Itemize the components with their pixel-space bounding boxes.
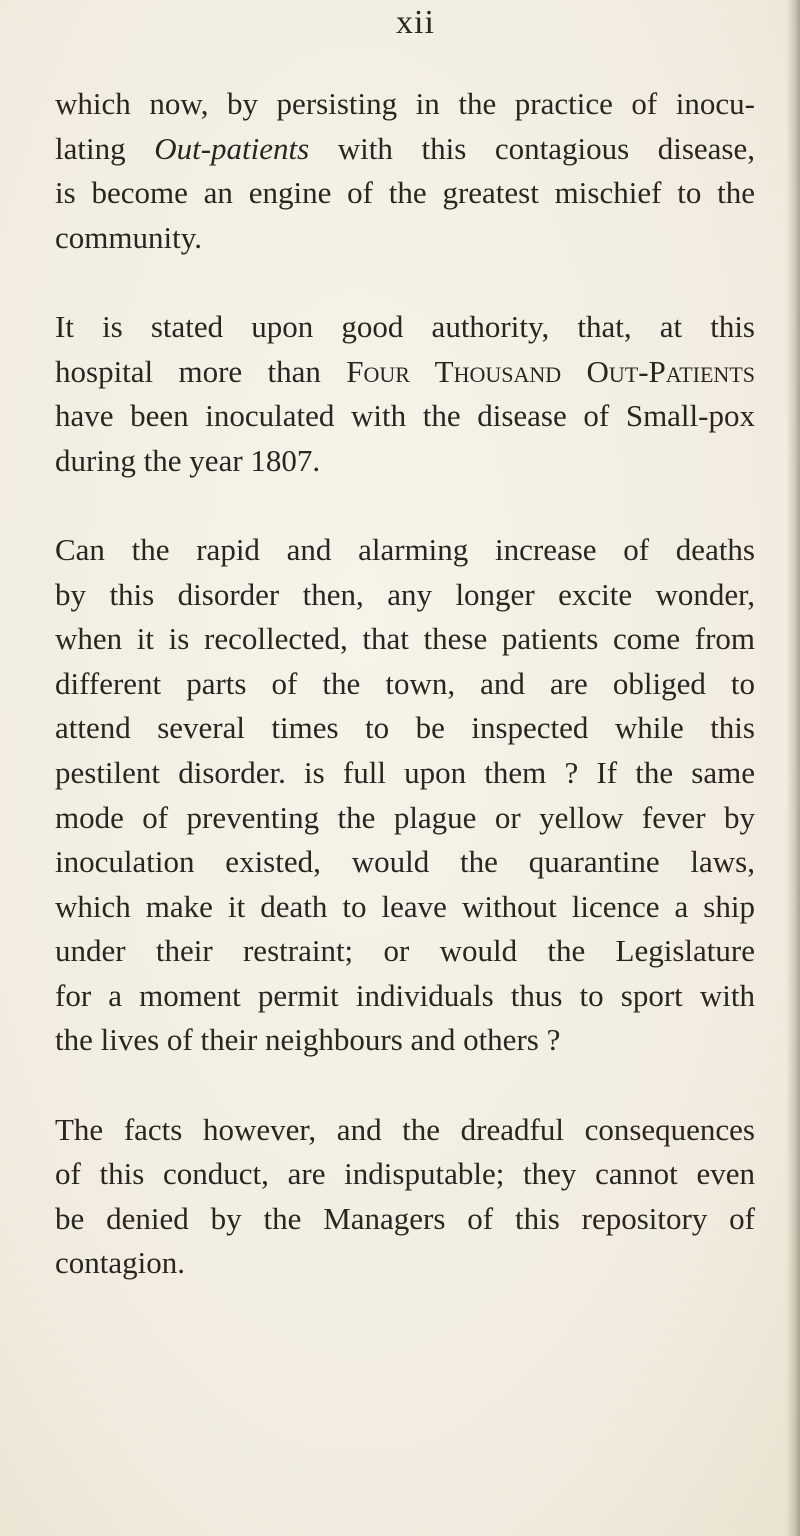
text-run: be denied by the Managers of this repository of (55, 1200, 755, 1236)
text-run: have been inoculated with the disease of Small-pox (55, 398, 755, 434)
text-run: for a moment permit individuals thus to sport with (55, 977, 755, 1013)
text-line (55, 1018, 755, 1063)
text-run: of this conduct, are indisputable; they cannot even (55, 1156, 755, 1192)
text-run: The facts however, and the dreadful consequences (55, 1111, 755, 1147)
paragraph (55, 1108, 755, 1286)
text-line (55, 974, 755, 1019)
text-line (55, 573, 755, 618)
paragraph-gap (55, 1063, 755, 1108)
text-line (55, 706, 755, 751)
text-run: hospital more than (55, 353, 347, 389)
text-line (55, 1197, 755, 1242)
text-run: contagion. (55, 1245, 185, 1281)
text-line (55, 796, 755, 841)
page-number: xii (396, 4, 435, 41)
text-run: community. (55, 219, 202, 255)
text-run: attend several times to be inspected while this (55, 710, 755, 746)
text-line (55, 216, 755, 261)
text-run: during the year 1807. (55, 442, 321, 478)
text-italic: Out-patients (154, 130, 310, 166)
text-line (55, 840, 755, 885)
text-line (55, 305, 755, 350)
text-run: pestilent disorder. is full upon them ? If the same (55, 754, 755, 790)
paragraph-gap (55, 483, 755, 528)
paragraph-gap (55, 260, 755, 305)
text-run: with this contagious disease, (309, 130, 755, 166)
text-run: Can the rapid and alarming increase of deaths (55, 531, 755, 567)
text-smallcaps: Four Thousand Out-Patients (346, 353, 755, 389)
text-line (55, 171, 755, 216)
text-line (55, 885, 755, 930)
text-run: It is stated upon good authority, that, at this (55, 308, 755, 344)
text-run: mode of preventing the plague or yellow fever by (55, 799, 755, 835)
text-run: under their restraint; or would the Legislature (55, 933, 755, 969)
paragraph (55, 528, 755, 1063)
text-run: which now, by persisting in the practice of inocu- (55, 86, 755, 121)
text-line (55, 82, 755, 127)
paragraph (55, 82, 755, 260)
text-run: which make it death to leave without licence a ship (55, 888, 755, 924)
body-text (55, 82, 755, 1286)
text-line (55, 394, 755, 439)
text-line (55, 1108, 755, 1153)
paragraph (55, 305, 755, 483)
text-line (55, 929, 755, 974)
text-line (55, 662, 755, 707)
text-line (55, 528, 755, 573)
text-line (55, 1241, 755, 1286)
text-line (55, 350, 755, 395)
text-run: the lives of their neighbours and others ? (55, 1022, 561, 1058)
text-line (55, 617, 755, 662)
text-line (55, 127, 755, 172)
page-edge-shadow (786, 0, 800, 1536)
text-run: is become an engine of the greatest mischief to the (55, 175, 755, 211)
text-run: lating (55, 130, 155, 166)
text-line (55, 439, 755, 484)
text-run: by this disorder then, any longer excite wonder, (55, 576, 755, 612)
text-run: different parts of the town, and are obliged to (55, 665, 755, 701)
text-line (55, 751, 755, 796)
text-run: when it is recollected, that these patients come from (55, 621, 755, 657)
text-line (55, 1152, 755, 1197)
text-run: inoculation existed, would the quarantine laws, (55, 844, 755, 880)
